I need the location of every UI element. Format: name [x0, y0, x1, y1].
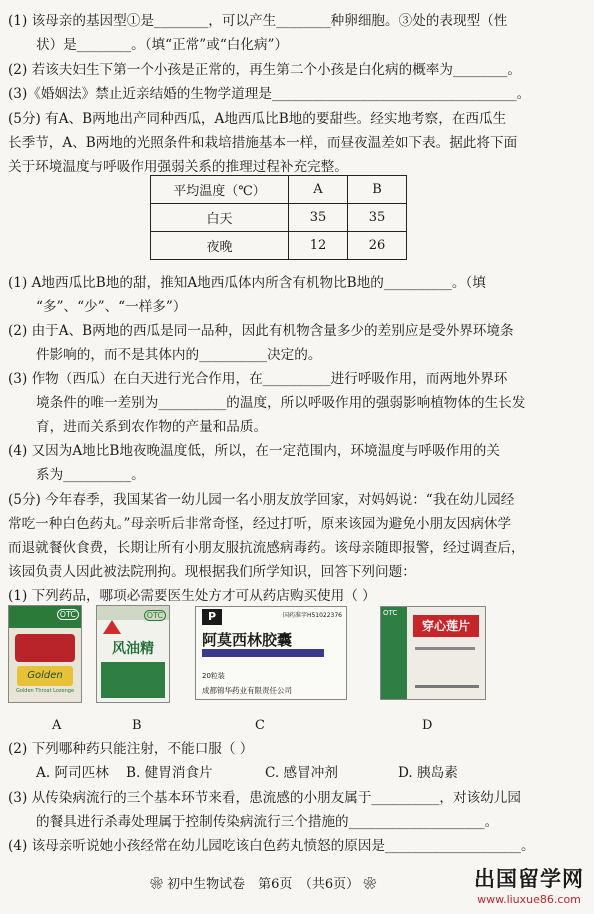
- q-line-3: (2) 若该夫妇生下第一个小孩是正常的，再生第二个小孩是白化病的概率为________。: [8, 62, 521, 78]
- q2-option-d: D. 胰岛素: [398, 765, 458, 781]
- otc-label: OTC: [144, 610, 166, 621]
- drug-brand: 穿心莲片: [413, 615, 479, 637]
- q-line-16: 系为__________。: [36, 467, 145, 483]
- watermark-title: 出国留学网: [474, 867, 584, 891]
- table-row: [151, 232, 407, 260]
- q-line-7: 关于环境温度与呼吸作用强弱关系的推理过程补充完整。: [8, 159, 348, 175]
- q2-option-a: A. 阿司匹林: [36, 765, 109, 781]
- q-line-6: 长季节，A、B两地的光照条件和栽培措施基本一样，而昼夜温差如下表。据此将下面: [8, 135, 518, 151]
- q-line-14: 育，进而关系到农作物的产量和品质。: [36, 419, 268, 435]
- drug-box-d: [380, 606, 486, 700]
- q-line-25: (4) 该母亲听说她小孩经常在幼儿园吃该白色药丸愤怒的原因是____________________。: [8, 838, 535, 854]
- q-line-23: (3) 从传染病流行的三个基本环节来看，患流感的小朋友属于__________，对该幼儿园: [8, 790, 521, 806]
- drug-box-c: [195, 606, 347, 700]
- q-line-5: (5分) 有A、B两地出产同种西瓜，A地西瓜比B地的要甜些。经实地考察，在西瓜生: [8, 111, 507, 127]
- warning-triangle-icon: [103, 620, 121, 634]
- drug-box-a: [8, 605, 82, 703]
- q-line-10: (2) 由于A、B两地的西瓜是同一品种，因此有机物含量多少的差别应是受外界环境条: [8, 323, 514, 339]
- otc-label: OTC: [383, 609, 398, 617]
- q-line-21: (1) 下列药品，哪项必需要医生处方才可从药店购买使用（ ）: [8, 588, 376, 604]
- table-cell: 白天: [151, 204, 289, 232]
- q-line-2: 状）是________。（填“正常”或“白化病”）: [36, 37, 289, 53]
- drug-brand: Golden: [17, 666, 73, 686]
- q-line-9: “多”、“少”、“一样多”）: [36, 299, 187, 315]
- table-header-cell: B: [348, 176, 407, 204]
- drug-option-label-b: B: [132, 718, 142, 733]
- q2-option-c: C. 感冒冲剂: [265, 765, 338, 781]
- watermark: [474, 863, 584, 906]
- q2-option-b: B. 健胃消食片: [126, 765, 213, 781]
- q-line-13: 境条件的唯一差别为__________的温度，所以呼吸作用的强弱影响植物体的生长发: [36, 395, 526, 411]
- footer-text: 初中生物试卷 第6页 （共6页）: [167, 877, 360, 892]
- otc-label: OTC: [57, 609, 79, 620]
- table-cell: 35: [348, 204, 407, 232]
- drug-subtitle: Golden Throat Lozenge: [15, 688, 75, 694]
- q-line-1: (1) 该母亲的基因型①是________，可以产生________种卵细胞。③处的表现型（性: [8, 13, 508, 29]
- table-cell: 26: [348, 232, 407, 260]
- q-line-11: 件影响的，而不是其体内的__________决定的。: [36, 347, 322, 363]
- table-cell: 12: [289, 232, 348, 260]
- q-line-15: (4) 又因为A地比B地夜晚温度低，所以，在一定范围内，环境温度与呼吸作用的关: [8, 443, 500, 459]
- q-line-12: (3) 作物（西瓜）在白天进行光合作用，在__________进行呼吸作用，而两地外界环: [8, 371, 508, 387]
- q-line-19: 而退就餐伙食费，长期让所有小朋友服抗流感病毒药。该母亲随即报警，经过调查后，: [8, 540, 525, 556]
- watermark-url: www.liuxue86.com: [477, 893, 581, 906]
- table-row: [151, 176, 407, 204]
- q-line-24: 的餐具进行杀毒处理属于控制传染病流行三个措施的____________________。: [36, 814, 499, 830]
- q-line-8: (1) A地西瓜比B地的甜，推知A地西瓜体内所含有机物比B地的__________。（填: [8, 275, 486, 291]
- brand-logo-icon: P: [202, 609, 222, 625]
- drug-quantity: 20粒装: [202, 672, 225, 680]
- q-line-4: (3)《婚姻法》禁止近亲结婚的生物学道理是____________________________________。: [8, 86, 531, 102]
- table-header-cell: 平均温度（℃）: [151, 176, 289, 204]
- q-line-17: (5分) 今年春季，我国某省一幼儿园一名小朋友放学回家，对妈妈说：“我在幼儿园经: [8, 492, 515, 508]
- q-line-20: 该园负责人因此被法院刑拘。现根据我们所学知识，回答下列问题：: [8, 564, 416, 580]
- q-line-22: (2) 下列哪种药只能注射，不能口服（ ）: [8, 741, 254, 757]
- drug-box-b: [96, 605, 170, 703]
- table-cell: 35: [289, 204, 348, 232]
- table-cell: 夜晚: [151, 232, 289, 260]
- table-header-cell: A: [289, 176, 348, 204]
- flower-icon: ❀: [363, 877, 377, 892]
- page-footer: [150, 873, 376, 892]
- approval-number: 国药准字H51022376: [282, 612, 342, 619]
- drug-option-label-a: A: [52, 718, 62, 733]
- q-line-18: 常吃一种白色药丸。”母亲听后非常奇怪，经过打听，原来该园为避免小朋友因病休学: [8, 516, 512, 532]
- drug-brand: 阿莫西林胶囊: [202, 631, 293, 649]
- drug-brand: 风油精: [112, 641, 154, 657]
- flower-icon: ❀: [150, 877, 168, 892]
- drug-maker: 成都锦华药业有限责任公司: [202, 686, 292, 695]
- table-row: [151, 204, 407, 232]
- drug-option-label-c: C: [255, 718, 265, 733]
- temperature-table: [150, 175, 407, 260]
- drug-option-label-d: D: [422, 718, 433, 733]
